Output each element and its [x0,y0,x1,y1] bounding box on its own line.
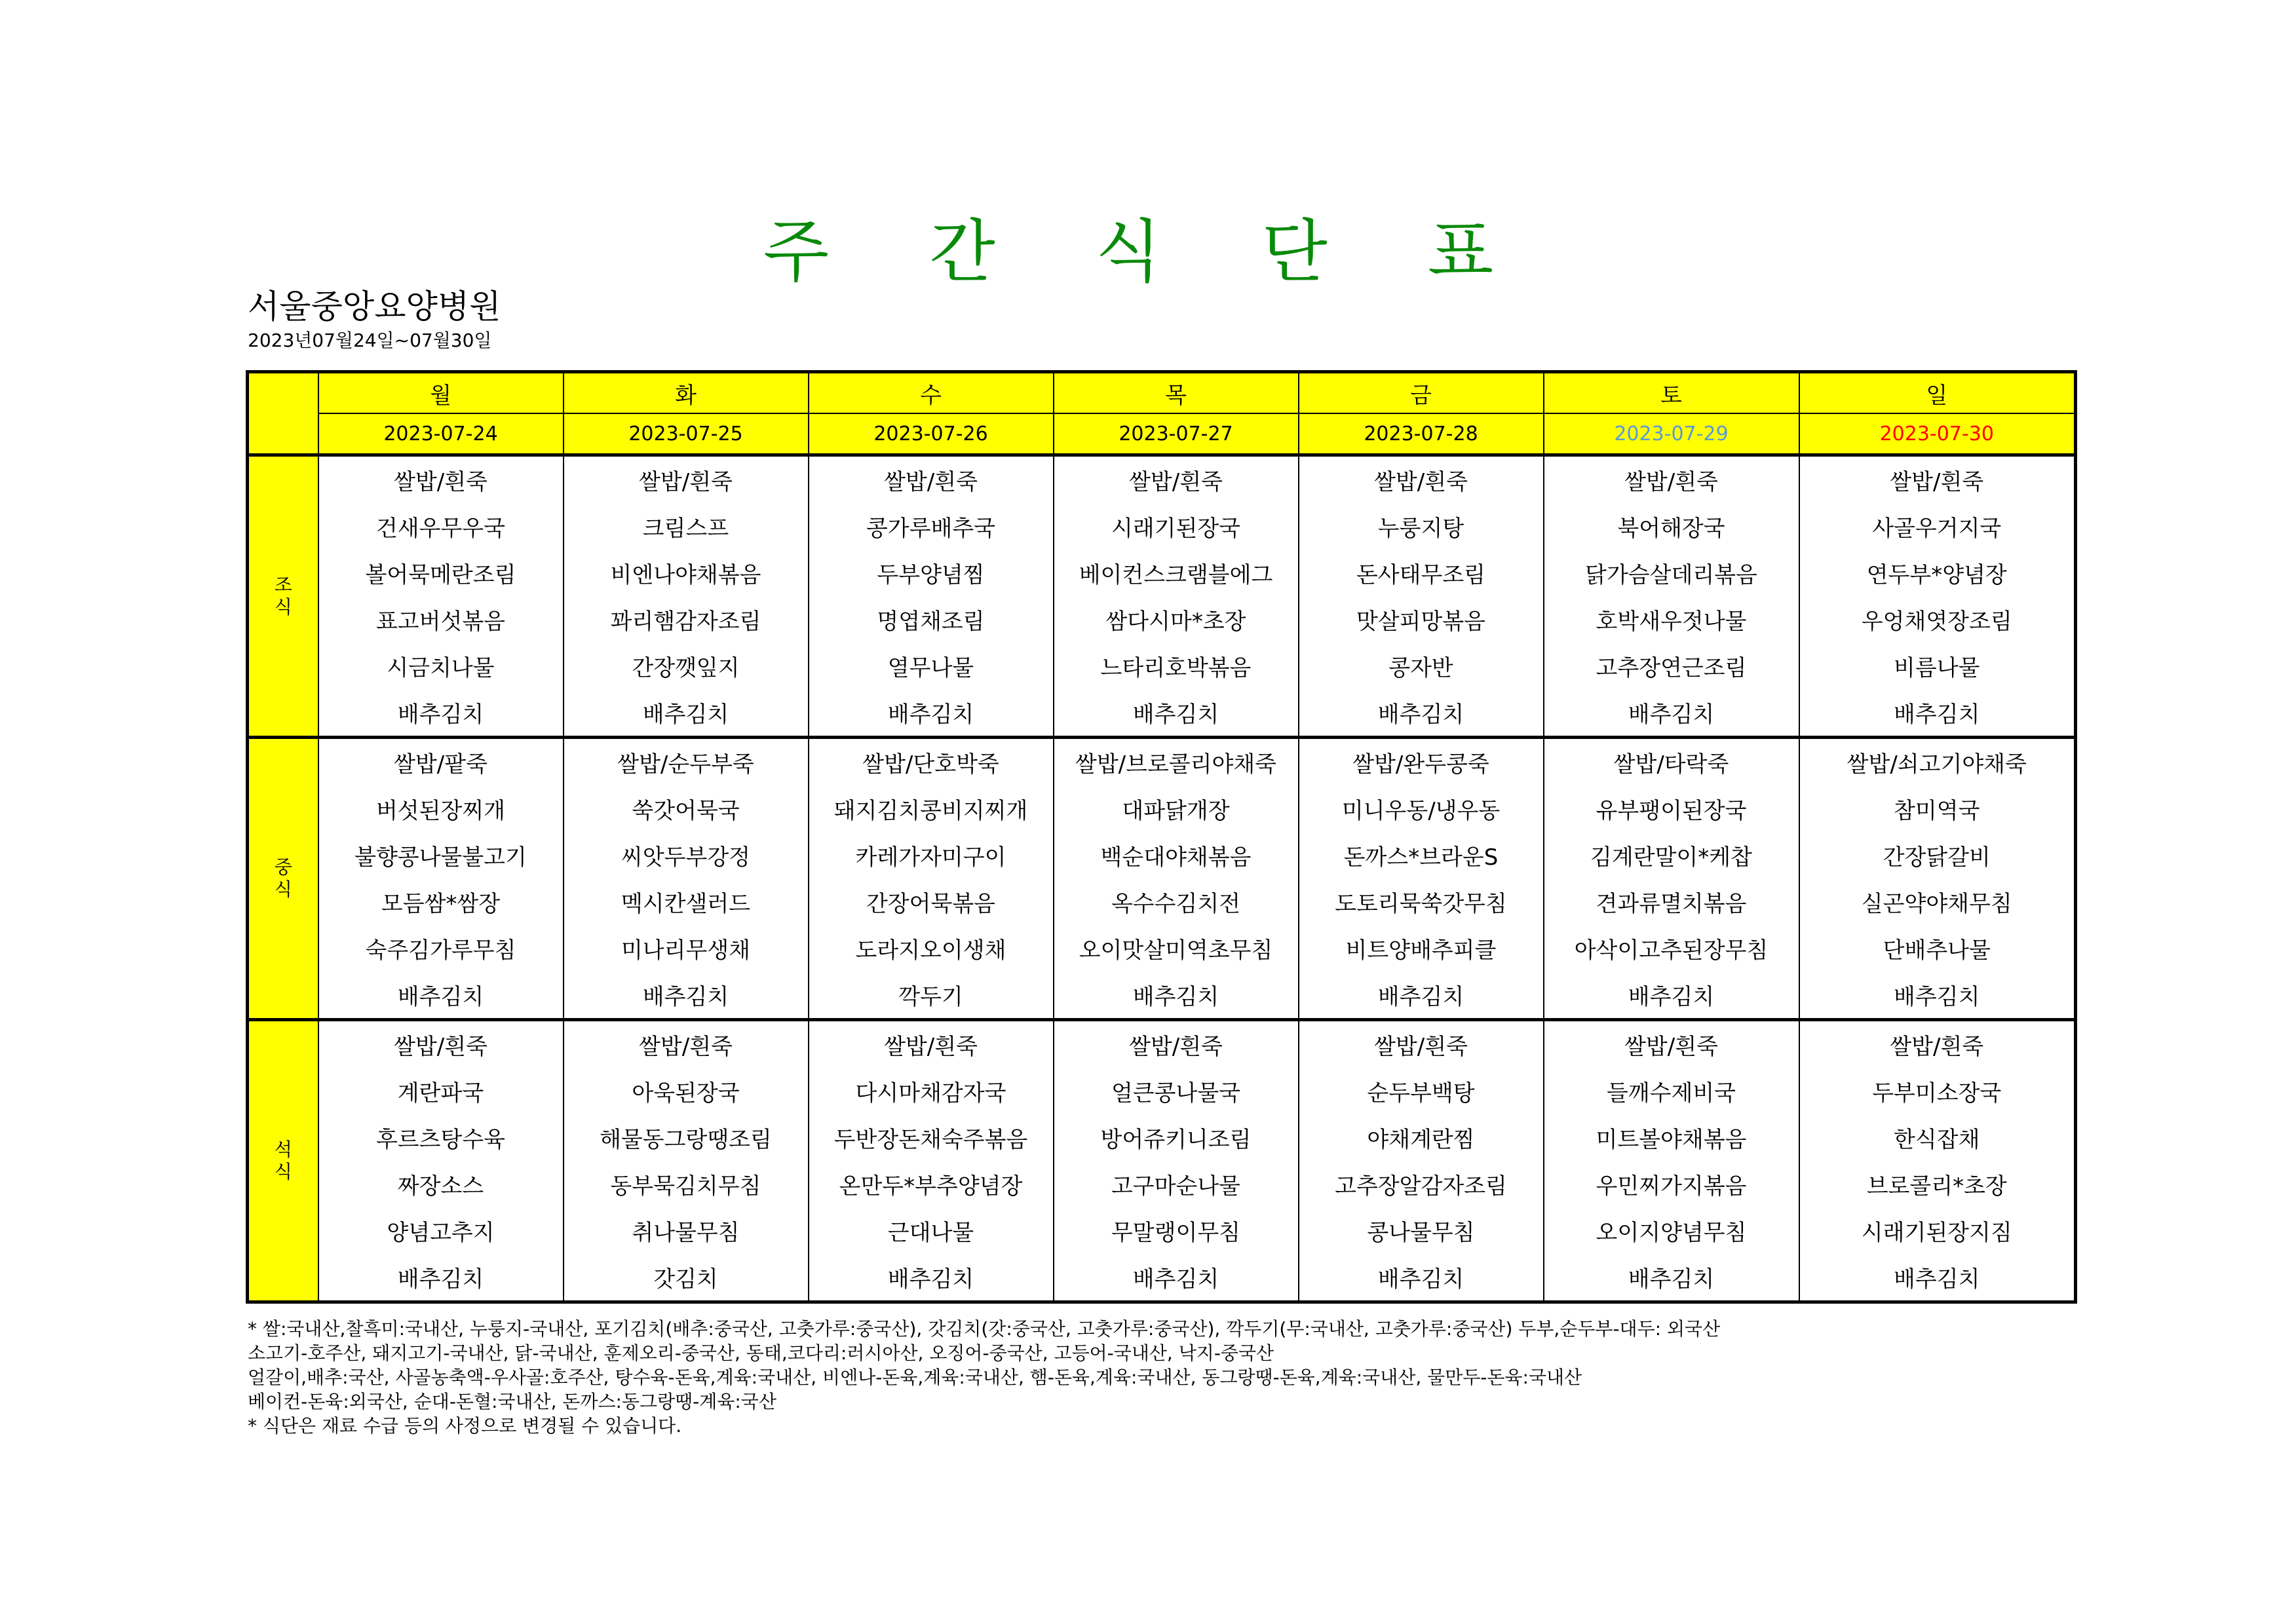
dish-cell: 도토리묵쑥갓무침 [1299,878,1544,925]
menu-row-dinner [248,1114,2076,1161]
dish-cell: 미나리무생채 [564,925,809,972]
dish-cell: 쌀밥/쇠고기야채죽 [1799,738,2076,786]
dish-cell: 버섯된장찌개 [318,785,564,832]
dish-cell: 크림스프 [564,503,809,550]
dish-cell: 호박새우젓나물 [1544,596,1799,643]
dish-cell: 방어쥬키니조림 [1054,1114,1299,1161]
dish-cell: 아욱된장국 [564,1068,809,1114]
dish-cell: 우민찌가지볶음 [1544,1161,1799,1207]
menu-row-breakfast [248,643,2076,689]
dish-cell: 참미역국 [1799,785,2076,832]
dish-cell: 후르츠탕수육 [318,1114,564,1161]
meal-label-lunch [248,738,318,1020]
weekly-menu-table [246,370,2077,1304]
dish-cell: 누룽지탕 [1299,503,1544,550]
dish-cell: 느타리호박볶음 [1054,643,1299,689]
dish-cell: 쌀밥/흰죽 [564,455,809,504]
dish-cell: 쌀밥/흰죽 [1799,1020,2076,1068]
dish-cell: 양념고추지 [318,1207,564,1254]
dish-cell: 두반장돈채숙주볶음 [809,1114,1054,1161]
dish-cell: 오이지양념무침 [1544,1207,1799,1254]
dish-cell: 오이맛살미역초무침 [1054,925,1299,972]
dish-cell: 갓김치 [564,1254,809,1302]
dish-cell: 계란파국 [318,1068,564,1114]
dish-cell: 견과류멸치볶음 [1544,878,1799,925]
dish-cell: 배추김치 [1544,689,1799,738]
dish-cell: 쌀밥/단호박죽 [809,738,1054,786]
dish-cell: 쌀밥/흰죽 [318,455,564,504]
dish-cell: 대파닭개장 [1054,785,1299,832]
dish-cell: 배추김치 [809,1254,1054,1302]
dish-cell: 돈사태무조림 [1299,550,1544,596]
dish-cell: 돼지김치콩비지찌개 [809,785,1054,832]
dish-cell: 간장깻잎지 [564,643,809,689]
dish-cell: 두부양념찜 [809,550,1054,596]
date-header-row [248,413,2076,455]
dish-cell: 짜장소스 [318,1161,564,1207]
menu-row-dinner [248,1020,2076,1068]
day-header: 월 [318,372,564,414]
note-line: 소고기-호주산, 돼지고기-국내산, 닭-국내산, 훈제오리-중국산, 동태,코다리:러시아산, 오징어-중국산, 고등어-국내산, 낙지-중국산 [248,1342,1274,1364]
dish-cell: 쌀밥/흰죽 [564,1020,809,1068]
date-header: 2023-07-24 [318,413,564,455]
hospital-name: 서울중앙요양병원 [248,288,501,326]
dish-cell: 명엽채조림 [809,596,1054,643]
dish-cell: 쌀밥/흰죽 [809,455,1054,504]
dish-cell: 쌀밥/팥죽 [318,738,564,786]
dish-cell: 닭가슴살데리볶음 [1544,550,1799,596]
dish-cell: 베이컨스크램블에그 [1054,550,1299,596]
meal-label-char: 식 [274,1161,292,1182]
meal-label-breakfast [248,455,318,738]
meal-label-char: 조 [274,574,292,595]
dish-cell: 씨앗두부강정 [564,832,809,878]
dish-cell: 시금치나물 [318,643,564,689]
menu-row-lunch [248,738,2076,786]
menu-row-breakfast [248,596,2076,643]
dish-cell: 사골우거지국 [1799,503,2076,550]
dish-cell: 비름나물 [1799,643,2076,689]
dish-cell: 깍두기 [809,972,1054,1020]
day-header: 토 [1544,372,1799,414]
dish-cell: 미트볼야채볶음 [1544,1114,1799,1161]
note-line: * 식단은 재료 수급 등의 사정으로 변경될 수 있습니다. [248,1415,682,1437]
dish-cell: 옥수수김치전 [1054,878,1299,925]
menu-row-dinner [248,1161,2076,1207]
dish-cell: 열무나물 [809,643,1054,689]
dish-cell: 쌀밥/흰죽 [1799,455,2076,504]
date-header-sunday: 2023-07-30 [1799,413,2076,455]
dish-cell: 배추김치 [318,689,564,738]
dish-cell: 볼어묵메란조림 [318,550,564,596]
menu-row-breakfast [248,503,2076,550]
dish-cell: 우엉채엿장조림 [1799,596,2076,643]
dish-cell: 배추김치 [318,972,564,1020]
dish-cell: 간장닭갈비 [1799,832,2076,878]
note-line: * 쌀:국내산,찰흑미:국내산, 누룽지-국내산, 포기김치(배추:중국산, 고춧가루:중국산), 갓김치(갓:중국산, 고춧가루:중국산), 깍두기(무:국내산, 고춧가루:중국산) 두부,순두부-대두: 외국산 [248,1318,1721,1340]
dish-cell: 콩가루배추국 [809,503,1054,550]
dish-cell: 한식잡채 [1799,1114,2076,1161]
dish-cell: 배추김치 [1799,689,2076,738]
dish-cell: 배추김치 [1299,972,1544,1020]
dish-cell: 모듬쌈*쌈장 [318,878,564,925]
date-header-saturday: 2023-07-29 [1544,413,1799,455]
menu-row-lunch [248,972,2076,1020]
menu-row-dinner [248,1068,2076,1114]
dish-cell: 배추김치 [1799,972,2076,1020]
date-header: 2023-07-27 [1054,413,1299,455]
dish-cell: 쌀밥/흰죽 [1054,455,1299,504]
dish-cell: 쌀밥/흰죽 [1054,1020,1299,1068]
dish-cell: 배추김치 [1544,972,1799,1020]
dish-cell: 배추김치 [809,689,1054,738]
dish-cell: 불향콩나물불고기 [318,832,564,878]
page-title: 주 간 식 단 표 [763,212,1533,292]
dish-cell: 돈까스*브라운S [1299,832,1544,878]
dish-cell: 단배추나물 [1799,925,2076,972]
dish-cell: 시래기된장국 [1054,503,1299,550]
dish-cell: 숙주김가루무침 [318,925,564,972]
meal-label-char: 식 [274,878,292,900]
dish-cell: 배추김치 [564,689,809,738]
dish-cell: 콩나물무침 [1299,1207,1544,1254]
dish-cell: 비엔나야채볶음 [564,550,809,596]
dish-cell: 취나물무침 [564,1207,809,1254]
dish-cell: 얼큰콩나물국 [1054,1068,1299,1114]
meal-label-char: 석 [274,1139,292,1160]
dish-cell: 실곤약야채무침 [1799,878,2076,925]
note-line: 베이컨-돈육:외국산, 순대-돈혈:국내산, 돈까스:동그랑땡-계육:국산 [248,1391,776,1412]
dish-cell: 쌀밥/완두콩죽 [1299,738,1544,786]
date-header: 2023-07-25 [564,413,809,455]
dish-cell: 배추김치 [1299,689,1544,738]
dish-cell: 브로콜리*초장 [1799,1161,2076,1207]
corner-cell [248,372,318,455]
dish-cell: 쌀밥/흰죽 [318,1020,564,1068]
dish-cell: 간장어묵볶음 [809,878,1054,925]
dish-cell: 쌀밥/타락죽 [1544,738,1799,786]
dish-cell: 고추장연근조림 [1544,643,1799,689]
meal-label-char: 중 [274,856,292,878]
dish-cell: 순두부백탕 [1299,1068,1544,1114]
menu-row-breakfast [248,455,2076,504]
dish-cell: 시래기된장지짐 [1799,1207,2076,1254]
dish-cell: 쌀밥/흰죽 [1544,1020,1799,1068]
meal-label-dinner [248,1020,318,1302]
date-header: 2023-07-28 [1299,413,1544,455]
dish-cell: 표고버섯볶음 [318,596,564,643]
menu-row-breakfast [248,689,2076,738]
day-header: 수 [809,372,1054,414]
dish-cell: 들깨수제비국 [1544,1068,1799,1114]
day-header-row [248,372,2076,414]
menu-row-lunch [248,925,2076,972]
dish-cell: 쌀밥/순두부죽 [564,738,809,786]
menu-row-dinner [248,1207,2076,1254]
dish-cell: 맛살피망볶음 [1299,596,1544,643]
dish-cell: 배추김치 [318,1254,564,1302]
dish-cell: 꽈리햄감자조림 [564,596,809,643]
note-line: 얼갈이,배추:국산, 사골농축액-우사골:호주산, 탕수육-돈육,계육:국내산, 비엔나-돈육,계육:국내산, 햄-돈육,계육:국내산, 동그랑땡-돈육,계육:국내산, 물만두-돈육:국내산 [248,1367,1582,1388]
day-header: 화 [564,372,809,414]
dish-cell: 배추김치 [564,972,809,1020]
dish-cell: 콩자반 [1299,643,1544,689]
dish-cell: 온만두*부추양념장 [809,1161,1054,1207]
dish-cell: 미니우동/냉우동 [1299,785,1544,832]
dish-cell: 배추김치 [1054,1254,1299,1302]
dish-cell: 배추김치 [1054,689,1299,738]
origin-notes [248,1317,1720,1438]
dish-cell: 쑥갓어묵국 [564,785,809,832]
dish-cell: 북어해장국 [1544,503,1799,550]
dish-cell: 도라지오이생채 [809,925,1054,972]
menu-period: 2023년07월24일~07월30일 [248,330,492,351]
menu-row-lunch [248,832,2076,878]
dish-cell: 무말랭이무침 [1054,1207,1299,1254]
dish-cell: 고구마순나물 [1054,1161,1299,1207]
dish-cell: 연두부*양념장 [1799,550,2076,596]
dish-cell: 야채계란찜 [1299,1114,1544,1161]
dish-cell: 동부묵김치무침 [564,1161,809,1207]
day-header: 일 [1799,372,2076,414]
menu-row-breakfast [248,550,2076,596]
dish-cell: 배추김치 [1299,1254,1544,1302]
dish-cell: 카레가자미구이 [809,832,1054,878]
dish-cell: 배추김치 [1544,1254,1799,1302]
meal-label-char: 식 [274,596,292,618]
dish-cell: 쌀밥/흰죽 [1544,455,1799,504]
dish-cell: 쌈다시마*초장 [1054,596,1299,643]
dish-cell: 배추김치 [1799,1254,2076,1302]
dish-cell: 쌀밥/흰죽 [809,1020,1054,1068]
dish-cell: 유부팽이된장국 [1544,785,1799,832]
dish-cell: 건새우무우국 [318,503,564,550]
dish-cell: 두부미소장국 [1799,1068,2076,1114]
dish-cell: 근대나물 [809,1207,1054,1254]
dish-cell: 해물동그랑땡조림 [564,1114,809,1161]
date-header: 2023-07-26 [809,413,1054,455]
dish-cell: 쌀밥/흰죽 [1299,1020,1544,1068]
menu-row-lunch [248,785,2076,832]
dish-cell: 고추장알감자조림 [1299,1161,1544,1207]
dish-cell: 비트양배추피클 [1299,925,1544,972]
dish-cell: 아삭이고추된장무침 [1544,925,1799,972]
dish-cell: 김계란말이*케찹 [1544,832,1799,878]
dish-cell: 배추김치 [1054,972,1299,1020]
dish-cell: 다시마채감자국 [809,1068,1054,1114]
dish-cell: 쌀밥/브로콜리야채죽 [1054,738,1299,786]
dish-cell: 백순대야채볶음 [1054,832,1299,878]
dish-cell: 멕시칸샐러드 [564,878,809,925]
day-header: 금 [1299,372,1544,414]
menu-row-lunch [248,878,2076,925]
menu-row-dinner [248,1254,2076,1302]
day-header: 목 [1054,372,1299,414]
dish-cell: 쌀밥/흰죽 [1299,455,1544,504]
